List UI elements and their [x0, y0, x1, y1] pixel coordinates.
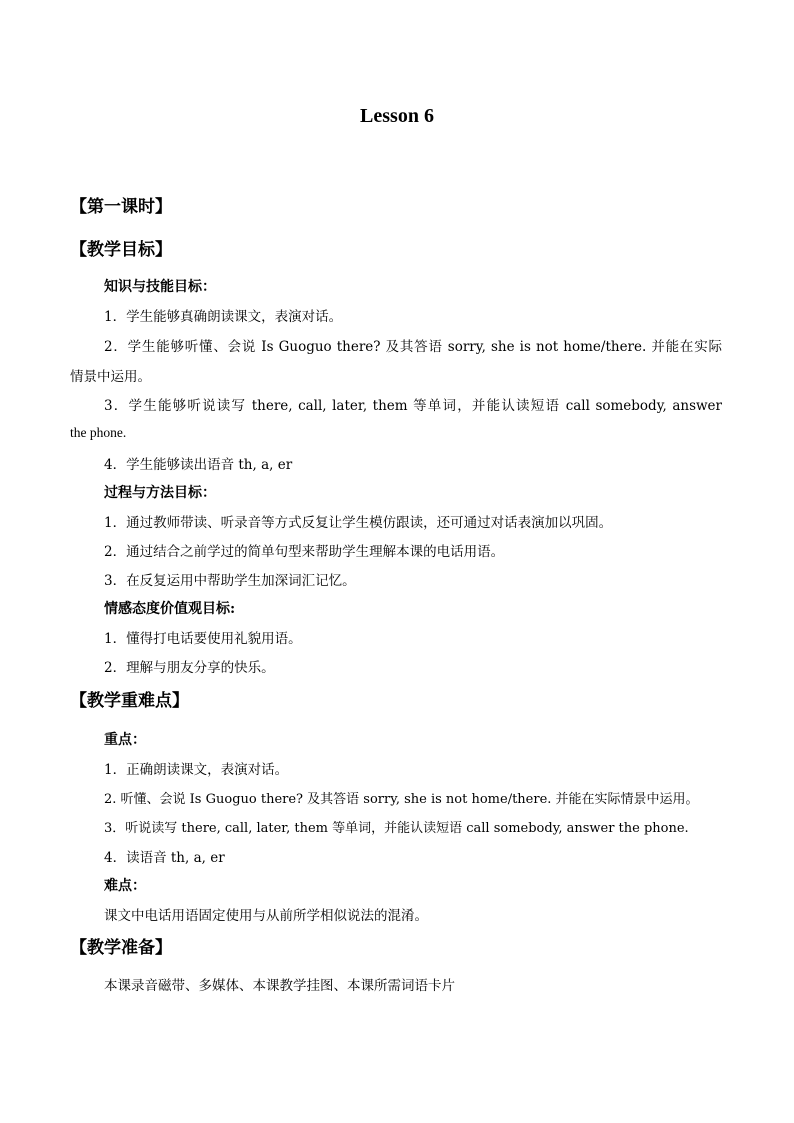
difficult-point-1: 课文中电话用语固定使用与从前所学相似说法的混淆。: [104, 908, 428, 924]
knowledge-goal-3-continued: the phone.: [70, 425, 127, 440]
difficult-points-title: 难点：: [104, 878, 146, 894]
knowledge-goal-2: 2．学生能够听懂、会说 Is Guoguo there? 及其答语 sorry, she is not home/there. 并能在实际: [104, 339, 722, 355]
emotion-goal-1: 1．懂得打电话要使用礼貌用语。: [104, 631, 302, 647]
knowledge-goal-4: 4．学生能够读出语音 th, a, er: [104, 457, 293, 473]
emotion-goal-2: 2．理解与朋友分享的快乐。: [104, 660, 275, 676]
preparation-text: 本课录音磁带、多媒体、本课教学挂图、本课所需词语卡片: [104, 978, 455, 994]
knowledge-goals-title: 知识与技能目标：: [104, 279, 216, 295]
process-goals-title: 过程与方法目标：: [104, 485, 216, 501]
knowledge-goal-2-continued: 情景中运用。: [70, 369, 151, 385]
section-heading-preparation: 【教学准备】: [70, 938, 172, 958]
key-point-3: 3．听说读写 there, call, later, them 等单词，并能认读短语 call somebody, answer the phone.: [104, 821, 689, 836]
page-title: Lesson 6: [360, 105, 434, 127]
knowledge-goal-1: 1．学生能够真确朗读课文，表演对话。: [104, 309, 343, 325]
knowledge-goal-3: 3．学生能够听说读写 there, call, later, them 等单词，并能认读短语 call somebody, answer: [104, 398, 722, 414]
section-heading-key-points: 【教学重难点】: [70, 691, 189, 711]
emotion-goals-title: 情感态度价值观目标:: [104, 601, 236, 617]
process-goal-2: 2．通过结合之前学过的简单句型来帮助学生理解本课的电话用语。: [104, 544, 505, 560]
key-point-2: 2. 听懂、会说 Is Guoguo there? 及其答语 sorry, she is not home/there. 并能在实际情景中运用。: [104, 792, 699, 807]
key-point-1: 1．正确朗读课文，表演对话。: [104, 762, 289, 778]
section-heading-first-lesson: 【第一课时】: [70, 197, 172, 217]
key-point-4: 4．读语音 th, a, er: [104, 850, 225, 866]
process-goal-3: 3．在反复运用中帮助学生加深词汇记忆。: [104, 573, 356, 589]
section-heading-teaching-goals: 【教学目标】: [70, 240, 172, 260]
process-goal-1: 1．通过教师带读、听录音等方式反复让学生模仿跟读，还可通过对话表演加以巩固。: [104, 515, 613, 531]
key-points-title: 重点：: [104, 732, 146, 748]
